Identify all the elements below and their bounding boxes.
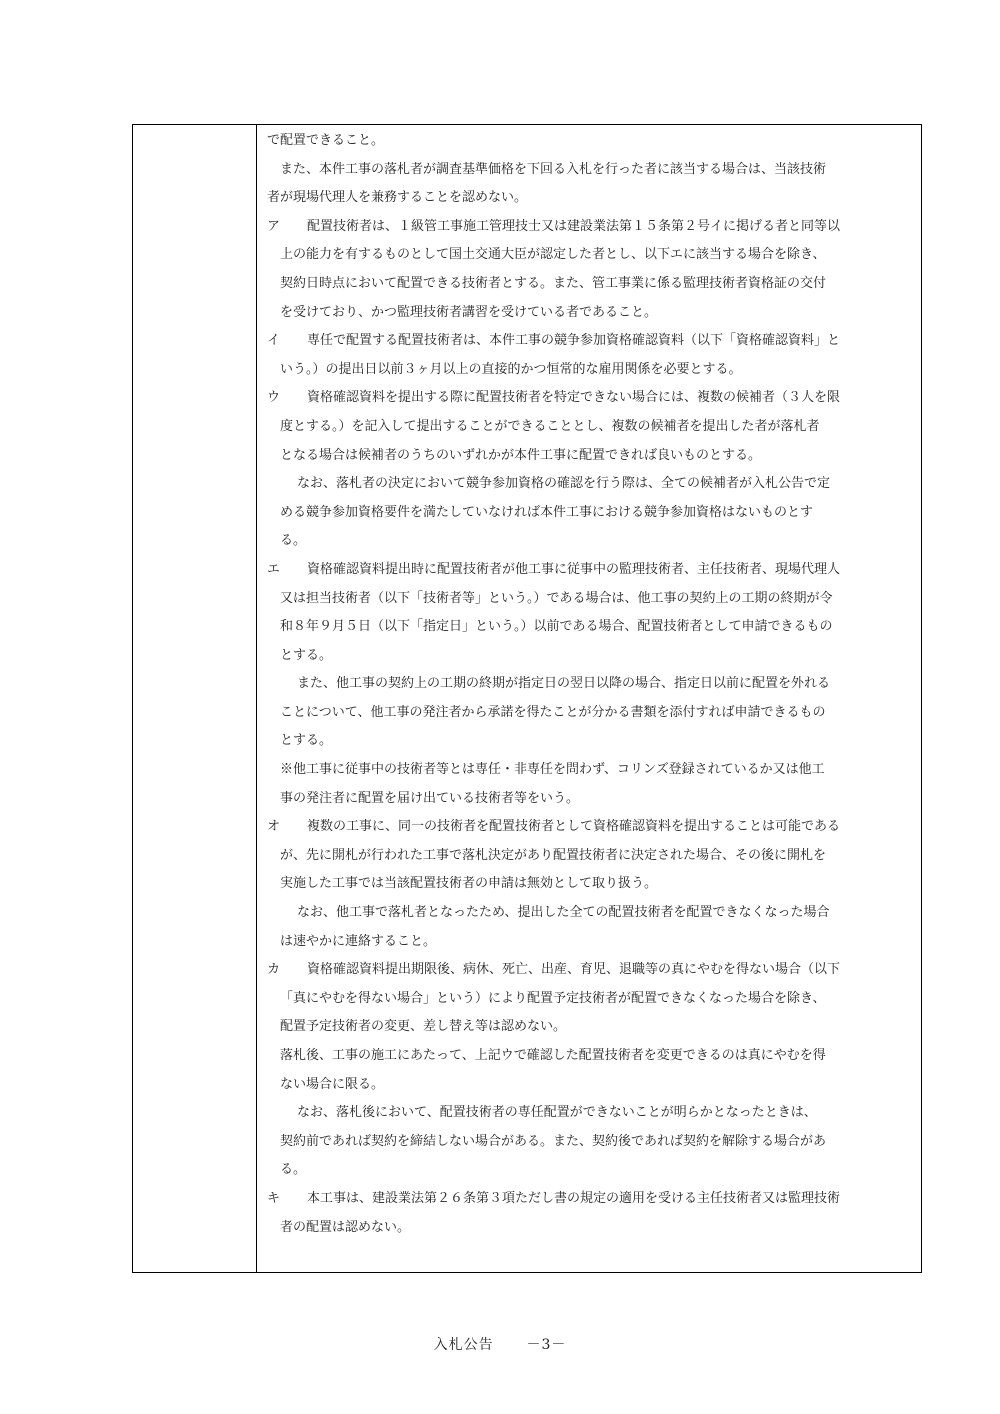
item-a	[267, 213, 915, 242]
text-line: 上の能力を有するものとして国土交通大臣が認定した者とし、以下エに該当する場合を除き、	[280, 247, 826, 263]
item-text: 資格確認資料提出期限後、病休、死亡、出産、育児、退職等の真にやむを得ない場合（以下	[307, 962, 841, 978]
text-line: る。	[280, 533, 307, 549]
text-line: また、本件工事の落札者が調査基準価格を下回る入札を行った者に該当する場合は、当該技術	[280, 161, 827, 177]
text-line: は速やかに連絡すること。	[280, 933, 437, 949]
content-table	[132, 124, 922, 1273]
text-line: 配置予定技術者の変更、差し替え等は認めない。	[280, 1019, 567, 1035]
page-number: －3－	[526, 1337, 567, 1353]
item-o	[267, 813, 915, 842]
item-text: 専任で配置する配置技術者は、本件工事の競争参加資格確認資料（以下「資格確認資料」と	[307, 333, 841, 349]
item-marker: ウ	[267, 390, 281, 406]
text-line: なお、落札後において、配置技術者の専任配置ができないことが明らかとなったときは、	[297, 1105, 817, 1121]
text-line: を受けており、かつ監理技術者講習を受けている者であること。	[280, 304, 658, 320]
item-text: 複数の工事に、同一の技術者を配置技術者として資格確認資料を提出することは可能である	[307, 819, 841, 835]
text-line: ことについて、他工事の発注者から承諾を得たことが分かる書類を添付すれば申請できるもの	[280, 704, 826, 720]
item-ki	[267, 1185, 915, 1214]
text-line: 者の配置は認めない。	[280, 1219, 411, 1235]
item-marker: エ	[267, 561, 281, 577]
text-line: また、他工事の契約上の工期の終期が指定日の翌日以降の場合、指定日以前に配置を外れる	[297, 676, 831, 692]
item-text: 資格確認資料提出時に配置技術者が他工事に従事中の監理技術者、主任技術者、現場代理人	[307, 561, 841, 577]
footer-title: 入札公告	[433, 1337, 494, 1353]
item-marker: カ	[267, 962, 281, 978]
item-marker: ア	[267, 218, 281, 234]
text-line: る。	[280, 1162, 307, 1178]
text-line: ない場合に限る。	[280, 1076, 385, 1092]
text-line: いう。）の提出日以前３ヶ月以上の直接的かつ恒常的な雇用関係を必要とする。	[280, 361, 742, 377]
text-line: なお、落札者の決定において競争参加資格の確認を行う際は、全ての候補者が入札公告で定	[297, 476, 831, 492]
item-marker: イ	[267, 333, 281, 349]
text-line: となる場合は候補者のうちのいずれかが本件工事に配置できれば良いものとする。	[280, 447, 762, 463]
text-line: とする。	[280, 647, 333, 663]
item-u	[267, 384, 915, 413]
text-line: める競争参加資格要件を満たしていなければ本件工事における競争参加資格はないものとす	[280, 504, 814, 520]
item-e	[267, 556, 915, 585]
text-line: 落札後、工事の施工にあたって、上記ウで確認した配置技術者を変更できるのは真にやむを得	[280, 1048, 826, 1063]
text-line: 契約前であれば契約を締結しない場合がある。また、契約後であれば契約を解除する場合があ	[280, 1133, 827, 1149]
item-marker: キ	[267, 1190, 281, 1206]
text-line: ※他工事に従事中の技術者等とは専任・非専任を問わず、コリンズ登録されているか又は他工	[280, 762, 825, 778]
text-line: で配置できること。	[267, 133, 385, 148]
text-line: が、先に開札が行われた工事で落札決定があり配置技術者に決定された場合、その後に開札を	[280, 847, 827, 863]
item-marker: オ	[267, 819, 281, 835]
text-line: 契約日時点において配置できる技術者とする。また、管工事業に係る監理技術者資格証の交付	[280, 275, 827, 291]
text-line: 「真にやむを得ない場合」という）により配置予定技術者が配置できなくなった場合を除き、	[280, 990, 826, 1006]
item-i	[267, 327, 915, 356]
left-header-cell	[133, 125, 257, 1272]
text-line: なお、他工事で落札者となったため、提出した全ての配置技術者を配置できなくなった場合	[297, 905, 830, 921]
text-line: 度とする。）を記入して提出することができることとし、複数の候補者を提出した者が落札者	[280, 418, 820, 434]
text-line: 和８年９月５日（以下「指定日」という。）以前である場合、配置技術者として申請できるもの	[280, 619, 833, 635]
item-text: 配置技術者は、１級管工事施工管理技士又は建設業法第１５条第２号イに掲げる者と同等以	[307, 218, 841, 234]
text-line: 実施した工事では当該配置技術者の申請は無効として取り扱う。	[280, 876, 658, 892]
text-line: 者が現場代理人を兼務することを認めない。	[267, 190, 528, 206]
item-ka	[267, 956, 915, 985]
body-text-cell	[267, 125, 915, 1272]
item-text: 本工事は、建設業法第２６条第３項ただし書の規定の適用を受ける主任技術者又は監理技術	[307, 1190, 841, 1206]
text-line: 又は担当技術者（以下「技術者等」という。）である場合は、他工事の契約上の工期の終期が令	[280, 590, 833, 606]
page-footer	[0, 1334, 1000, 1354]
text-line: とする。	[280, 733, 333, 749]
item-text: 資格確認資料を提出する際に配置技術者を特定できない場合には、複数の候補者（３人を限	[307, 390, 841, 406]
text-line: 事の発注者に配置を届け出ている技術者等をいう。	[280, 790, 580, 806]
